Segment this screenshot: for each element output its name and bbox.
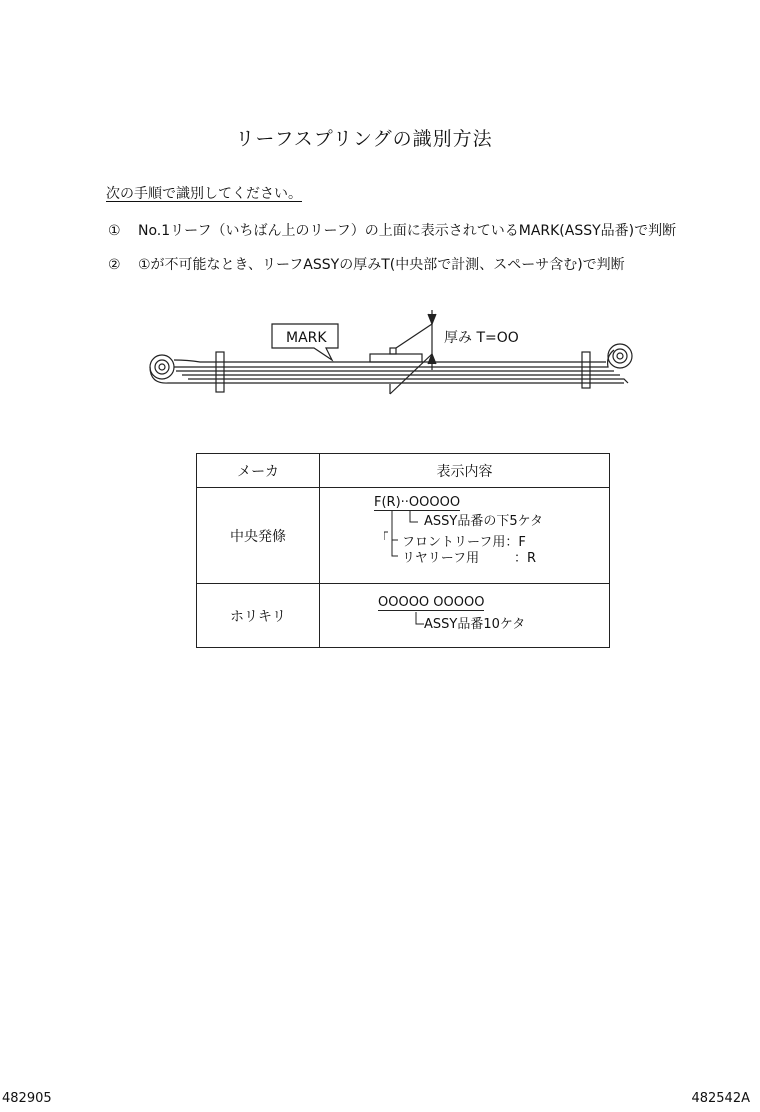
step-2 xyxy=(108,254,625,274)
measure-arrow-bottom xyxy=(428,354,436,364)
header-content: 表示内容 xyxy=(320,454,610,488)
code-sub-2: フロントリーフ用：F xyxy=(402,535,526,550)
leaf-spring-diagram xyxy=(138,300,638,410)
center-bolt-head xyxy=(390,348,396,354)
measure-arrow-top xyxy=(428,314,436,324)
step-1-text: No.1リーフ（いちばん上のリーフ）の上面に表示されているMARK(ASSY品番)で判断 xyxy=(138,223,677,239)
center-spacer xyxy=(370,354,422,362)
mark-label: MARK xyxy=(286,330,327,346)
display-content xyxy=(320,488,610,584)
code-sub-3: リヤリーフ用 xyxy=(402,551,480,566)
footer-left-code: 482905 xyxy=(2,1091,52,1106)
maker-name: ホリキリ xyxy=(197,584,320,648)
header-maker: メーカ xyxy=(197,454,320,488)
maker-name: 中央発條 xyxy=(197,488,320,584)
code-sub-1: ASSY品番の下5ケタ xyxy=(424,514,543,529)
intro-text: 次の手順で識別してください。 xyxy=(106,186,302,202)
display-content xyxy=(320,584,610,648)
step-2-text: ①が不可能なとき、リーフASSYの厚みT(中央部で計測、スペーサ含む)で判断 xyxy=(138,257,625,273)
maker-table xyxy=(196,453,610,648)
thickness-label: 厚み T=OO xyxy=(444,330,519,346)
page-title: リーフスプリングの識別方法 xyxy=(235,128,493,150)
left-spring-eye xyxy=(150,355,174,379)
code-pattern: F(R)··OOOOO xyxy=(374,495,461,510)
table-header-row xyxy=(197,454,610,488)
table-row xyxy=(197,584,610,648)
code-pattern: OOOOO OOOOO xyxy=(378,595,485,610)
right-spring-eye xyxy=(608,344,632,368)
code-sub-1: ASSY品番10ケタ xyxy=(424,617,526,632)
left-clamp xyxy=(216,352,224,392)
step-1 xyxy=(108,220,676,240)
table-row xyxy=(197,488,610,584)
code-sub-3-value: ：R xyxy=(514,551,537,566)
footer-right-code: 482542A xyxy=(691,1091,750,1106)
leaf-layers xyxy=(150,350,628,383)
step-2-number: ② xyxy=(108,257,121,273)
step-1-number: ① xyxy=(108,223,121,239)
